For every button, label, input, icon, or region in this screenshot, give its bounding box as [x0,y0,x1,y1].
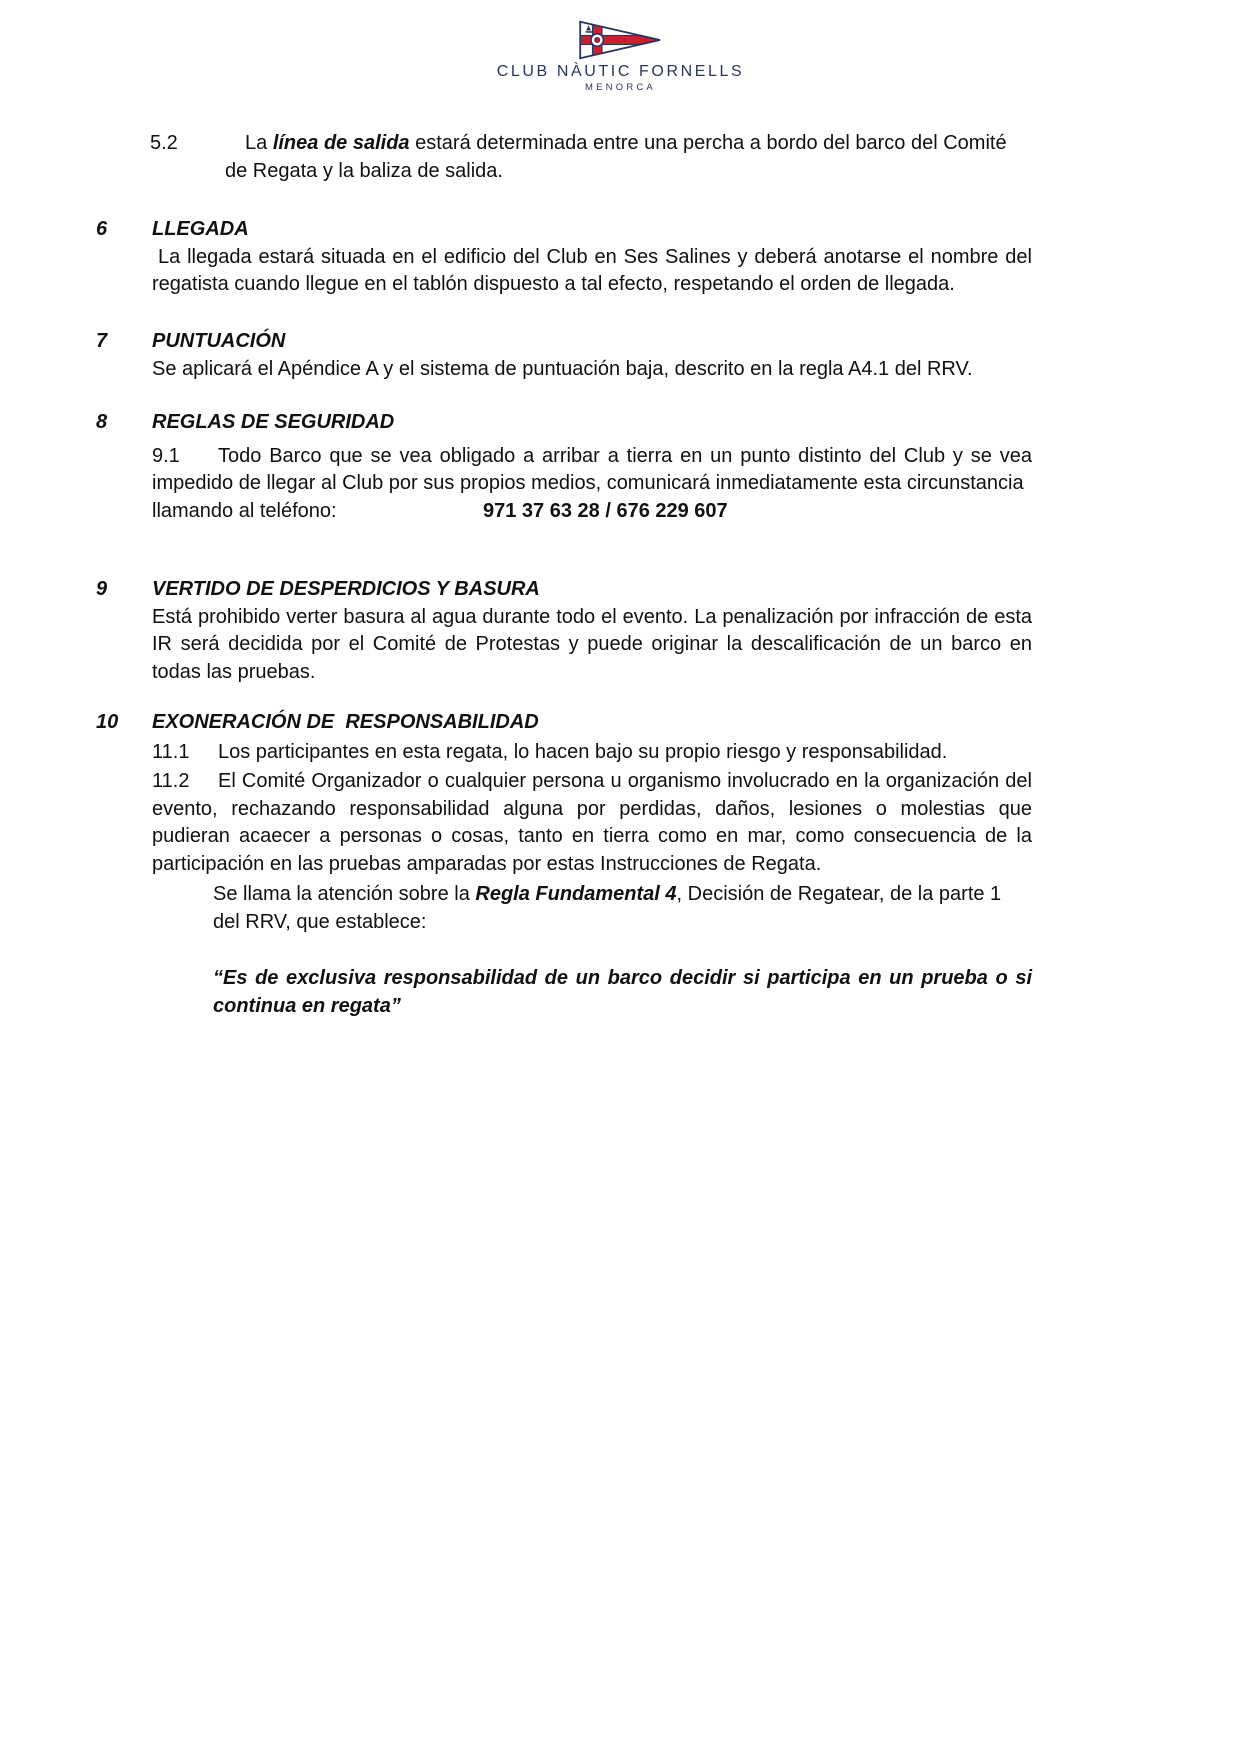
section-seguridad-number: 8 [96,411,108,433]
section-vertido-title: VERTIDO DE DESPERDICIOS Y BASURA [152,578,540,600]
liability-item-1-text: Los participantes en esta regata, lo hacen bajo su propio riesgo y responsabilidad. [218,740,948,763]
item-5-2-lead: La [245,132,273,154]
club-name: CLUB NÀUTIC FORNELLS [496,63,745,80]
section-vertido-number: 9 [96,578,108,600]
liability-item-1-number: 11.1 [152,740,190,763]
section-5-2 [0,130,1241,185]
fundamental-rule-note [213,881,1032,936]
section-puntuacion-title: PUNTUACIÓN [152,330,286,352]
club-logo [0,20,1241,94]
section-puntuacion-number: 7 [96,330,108,352]
section-puntuacion [0,328,1241,383]
section-llegada-body: La llegada estará situada en el edificio del Club en Ses Salines y deberá anotarse el nombre del regatista cuando llegue en el tablón dispuesto a tal efecto, respetando el orden de llegada. [152,245,1032,295]
section-llegada-title: LLEGADA [152,218,249,240]
item-5-2-rest: estará determinada entre una percha a bordo del barco del Comité de Regata y la baliza de salida. [225,132,1007,182]
phone-label: llamando al teléfono: [152,499,337,522]
item-5-2-emphasis: línea de salida [272,132,410,154]
item-5-2-number: 5.2 [150,132,178,154]
burgee-flag-icon [579,20,663,60]
liability-item-2 [152,768,1032,878]
liability-item-1 [152,739,1032,767]
section-seguridad-title: REGLAS DE SEGURIDAD [152,411,395,433]
liability-item-2-number: 11.2 [152,770,190,792]
safety-item-number: 9.1 [152,444,180,467]
section-vertido-body: Está prohibido verter basura al agua durante todo el evento. La penalización por infracción de esta IR será decidida por el Comité de Protestas y puede originar la descalificación de un barco en todas las pruebas. [152,605,1032,683]
rule-quote: “Es de exclusiva responsabilidad de un barco decidir si participa en un prueba o si continua en regata” [213,967,1032,1017]
section-exoneracion-title: EXONERACIÓN DE RESPONSABILIDAD [152,711,539,733]
note-emphasis: Regla Fundamental 4 [475,883,677,905]
item-5-2-text [150,130,1032,185]
liability-item-2-text: El Comité Organizador o cualquier persona u organismo involucrado en la organización del evento, rechazando responsabilidad alguna por perdidas, daños, lesiones o molestias que pudieran acaecer a personas o cosas, tanto en tierra como en mar, como consecuencia de la participación en las pruebas amparadas por estas Instrucciones de Regata. [152,770,1032,875]
note-lead: Se llama la atención sobre la [213,883,476,905]
safety-item [152,443,1032,498]
section-puntuacion-body: Se aplicará el Apéndice A y el sistema de puntuación baja, descrito en la regla A4.1 del RRV. [152,357,973,380]
phone-line [152,498,1032,526]
phone-numbers: 971 37 63 28 / 676 229 607 [483,499,728,522]
section-exoneracion-number: 10 [96,711,119,733]
safety-item-text: Todo Barco que se vea obligado a arribar a tierra en un punto distinto del Club y se vea impedido de llegar al Club por sus propios medios, comunicará inmediatamente esta circunstancia [152,444,1032,494]
section-exoneracion [0,709,1241,1020]
section-seguridad [0,409,1241,525]
section-llegada-number: 6 [96,218,108,240]
section-llegada [0,216,1241,299]
note-rest: , Decisión de Regatear, de la parte 1 del RRV, que establece: [213,883,1002,933]
section-vertido [0,576,1241,686]
club-location: MENORCA [585,82,656,93]
